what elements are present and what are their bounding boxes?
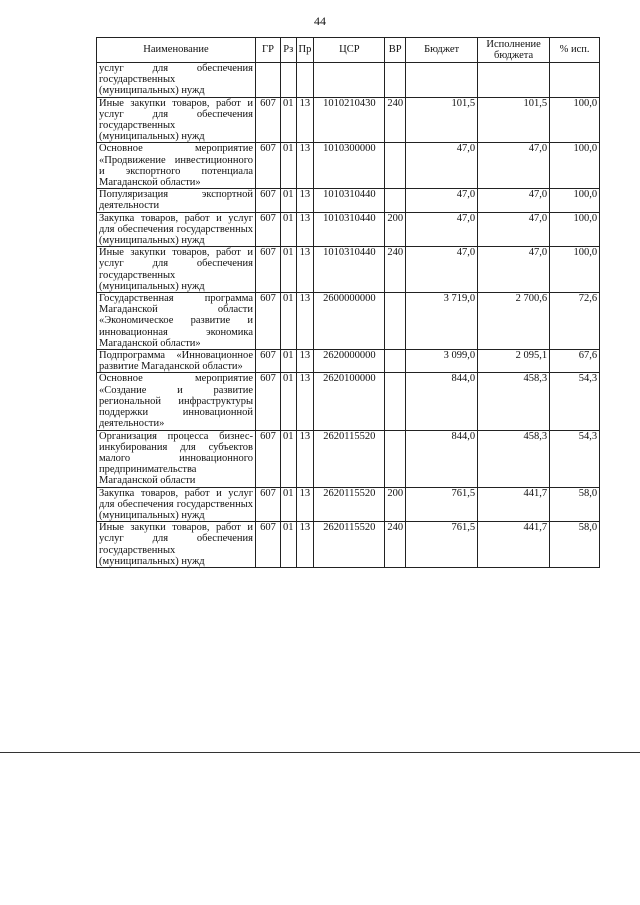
header-vr: ВР — [385, 38, 406, 63]
cell-vr: 200 — [385, 212, 406, 247]
cell-name: Подпрограмма «Инновационное развитие Магаданской области» — [97, 350, 256, 373]
cell-rz: 01 — [281, 293, 297, 350]
cell-percent: 58,0 — [550, 487, 600, 522]
header-budget: Бюджет — [406, 38, 478, 63]
cell-gr: 607 — [256, 487, 281, 522]
cell-pr: 13 — [296, 350, 314, 373]
cell-gr: 607 — [256, 97, 281, 143]
table-row — [97, 373, 600, 430]
footer-divider — [0, 752, 640, 753]
cell-csr — [314, 63, 385, 98]
cell-pr: 13 — [296, 293, 314, 350]
cell-name: Иные закупки товаров, работ и услуг для обеспечения государственных (муниципальных) нужд — [97, 522, 256, 568]
cell-vr — [385, 350, 406, 373]
cell-name: Основное мероприятие «Продвижение инвестиционного и экспортного потенциала Магаданской области» — [97, 143, 256, 189]
cell-name: Организация процесса бизнес-инкубирования для субъектов малого инновационного предпринимательства Магаданской области — [97, 430, 256, 487]
table-row — [97, 97, 600, 143]
header-gr: ГР — [256, 38, 281, 63]
cell-budget: 47,0 — [406, 247, 478, 293]
cell-name: услуг для обеспечения государственных (муниципальных) нужд — [97, 63, 256, 98]
cell-vr: 240 — [385, 247, 406, 293]
cell-gr: 607 — [256, 143, 281, 189]
header-execution: Исполнение бюджета — [478, 38, 550, 63]
cell-gr: 607 — [256, 189, 281, 212]
cell-csr: 1010310440 — [314, 189, 385, 212]
cell-pr: 13 — [296, 97, 314, 143]
cell-gr: 607 — [256, 247, 281, 293]
cell-budget — [406, 63, 478, 98]
cell-pr: 13 — [296, 522, 314, 568]
cell-vr — [385, 143, 406, 189]
cell-csr: 1010210430 — [314, 97, 385, 143]
cell-name: Основное мероприятие «Создание и развитие региональной инфраструктуры поддержки инновационной деятельности» — [97, 373, 256, 430]
cell-budget: 761,5 — [406, 487, 478, 522]
cell-budget: 3 719,0 — [406, 293, 478, 350]
cell-execution: 47,0 — [478, 212, 550, 247]
cell-percent: 100,0 — [550, 97, 600, 143]
cell-execution: 101,5 — [478, 97, 550, 143]
cell-gr — [256, 63, 281, 98]
cell-csr: 1010310440 — [314, 212, 385, 247]
cell-percent: 67,6 — [550, 350, 600, 373]
cell-vr: 200 — [385, 487, 406, 522]
table-row — [97, 293, 600, 350]
cell-csr: 2620000000 — [314, 350, 385, 373]
cell-vr — [385, 189, 406, 212]
cell-budget: 47,0 — [406, 212, 478, 247]
cell-execution: 441,7 — [478, 487, 550, 522]
budget-table — [96, 37, 600, 568]
cell-csr: 2620100000 — [314, 373, 385, 430]
cell-gr: 607 — [256, 293, 281, 350]
cell-pr: 13 — [296, 212, 314, 247]
page-number: 44 — [314, 14, 326, 28]
cell-name: Иные закупки товаров, работ и услуг для обеспечения государственных (муниципальных) нужд — [97, 97, 256, 143]
cell-percent: 72,6 — [550, 293, 600, 350]
cell-csr: 1010310440 — [314, 247, 385, 293]
cell-name: Закупка товаров, работ и услуг для обеспечения государственных (муниципальных) нужд — [97, 487, 256, 522]
cell-gr: 607 — [256, 430, 281, 487]
cell-execution: 458,3 — [478, 430, 550, 487]
cell-csr: 2620115520 — [314, 522, 385, 568]
cell-execution: 441,7 — [478, 522, 550, 568]
cell-vr: 240 — [385, 522, 406, 568]
cell-rz: 01 — [281, 143, 297, 189]
cell-rz: 01 — [281, 430, 297, 487]
table-row — [97, 143, 600, 189]
cell-execution: 2 700,6 — [478, 293, 550, 350]
cell-budget: 101,5 — [406, 97, 478, 143]
cell-rz: 01 — [281, 247, 297, 293]
cell-name: Государственная программа Магаданской области «Экономическое развитие и инновационная экономика Магаданской области» — [97, 293, 256, 350]
cell-pr: 13 — [296, 430, 314, 487]
cell-rz: 01 — [281, 189, 297, 212]
cell-pr: 13 — [296, 189, 314, 212]
cell-pr: 13 — [296, 487, 314, 522]
cell-gr: 607 — [256, 212, 281, 247]
cell-pr: 13 — [296, 247, 314, 293]
cell-budget: 3 099,0 — [406, 350, 478, 373]
cell-execution: 458,3 — [478, 373, 550, 430]
header-name: Наименование — [97, 38, 256, 63]
cell-budget: 47,0 — [406, 189, 478, 212]
table-row — [97, 247, 600, 293]
cell-gr: 607 — [256, 522, 281, 568]
cell-budget: 47,0 — [406, 143, 478, 189]
cell-budget: 844,0 — [406, 430, 478, 487]
cell-pr: 13 — [296, 373, 314, 430]
cell-percent: 100,0 — [550, 189, 600, 212]
cell-rz: 01 — [281, 212, 297, 247]
cell-rz: 01 — [281, 350, 297, 373]
cell-percent: 100,0 — [550, 143, 600, 189]
cell-pr: 13 — [296, 143, 314, 189]
table-row — [97, 487, 600, 522]
cell-execution: 47,0 — [478, 189, 550, 212]
cell-name: Закупка товаров, работ и услуг для обеспечения государственных (муниципальных) нужд — [97, 212, 256, 247]
cell-rz: 01 — [281, 487, 297, 522]
cell-percent: 54,3 — [550, 430, 600, 487]
cell-execution: 2 095,1 — [478, 350, 550, 373]
cell-csr: 2600000000 — [314, 293, 385, 350]
table-header-row — [97, 38, 600, 63]
header-csr: ЦСР — [314, 38, 385, 63]
cell-percent: 58,0 — [550, 522, 600, 568]
table-row — [97, 430, 600, 487]
cell-percent — [550, 63, 600, 98]
cell-csr: 2620115520 — [314, 487, 385, 522]
cell-vr — [385, 430, 406, 487]
table-row — [97, 212, 600, 247]
header-percent: % исп. — [550, 38, 600, 63]
cell-rz — [281, 63, 297, 98]
cell-name: Иные закупки товаров, работ и услуг для обеспечения государственных (муниципальных) нужд — [97, 247, 256, 293]
table-row — [97, 350, 600, 373]
cell-csr: 1010300000 — [314, 143, 385, 189]
cell-execution: 47,0 — [478, 143, 550, 189]
cell-csr: 2620115520 — [314, 430, 385, 487]
cell-vr — [385, 373, 406, 430]
cell-gr: 607 — [256, 373, 281, 430]
cell-percent: 54,3 — [550, 373, 600, 430]
cell-rz: 01 — [281, 373, 297, 430]
cell-budget: 761,5 — [406, 522, 478, 568]
table-row — [97, 63, 600, 98]
cell-rz: 01 — [281, 522, 297, 568]
cell-gr: 607 — [256, 350, 281, 373]
cell-budget: 844,0 — [406, 373, 478, 430]
cell-execution: 47,0 — [478, 247, 550, 293]
cell-percent: 100,0 — [550, 247, 600, 293]
cell-execution — [478, 63, 550, 98]
cell-rz: 01 — [281, 97, 297, 143]
cell-name: Популяризация экспортной деятельности — [97, 189, 256, 212]
cell-vr — [385, 293, 406, 350]
header-pr: Пр — [296, 38, 314, 63]
table-row — [97, 189, 600, 212]
cell-pr — [296, 63, 314, 98]
header-rz: Рз — [281, 38, 297, 63]
cell-vr — [385, 63, 406, 98]
table-row — [97, 522, 600, 568]
table-body — [97, 63, 600, 568]
cell-percent: 100,0 — [550, 212, 600, 247]
cell-vr: 240 — [385, 97, 406, 143]
